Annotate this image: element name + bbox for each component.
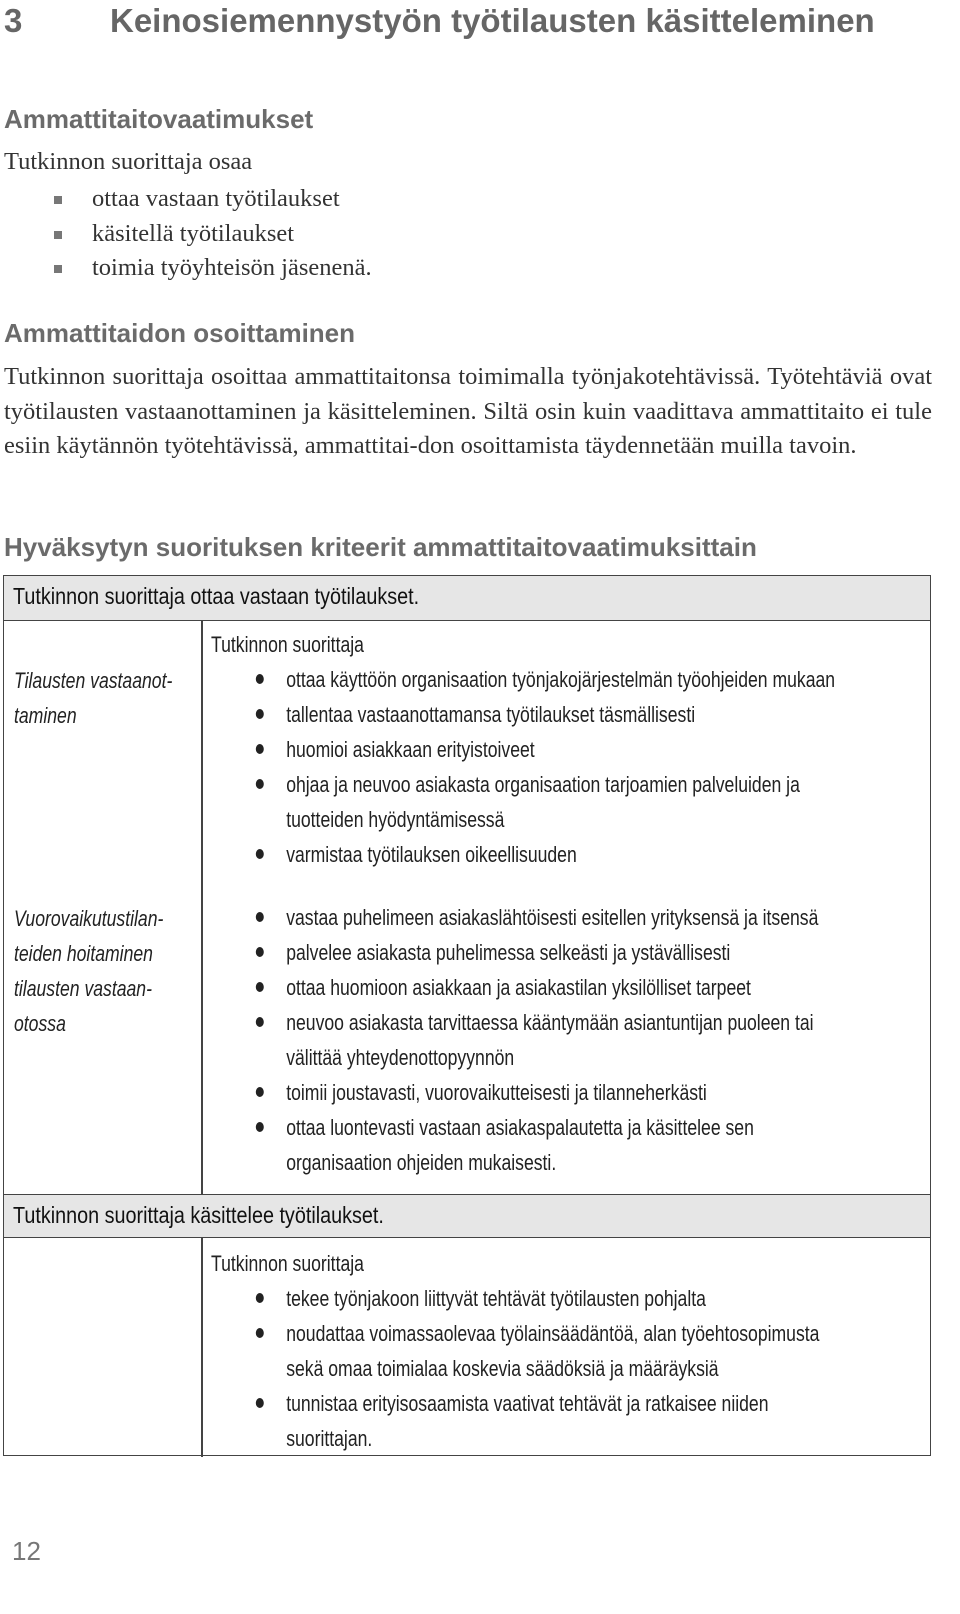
criteria-text: sekä omaa toimialaa koskevia säädöksiä ja määräyksiä — [286, 1356, 719, 1381]
list-item — [211, 900, 818, 935]
bullet-icon — [256, 1017, 264, 1027]
demonstration-paragraph — [4, 360, 932, 464]
bullet-icon — [256, 849, 264, 859]
label-line: otossa — [14, 1011, 66, 1036]
paragraph-line: Työtehtäviä ovat työtilausten vastaanottaminen ja käsitteleminen. Siltä osin — [4, 363, 933, 425]
criteria-text: palvelee asiakasta puhelimessa selkeästi ja ystävällisesti — [286, 940, 731, 965]
criteria-text: noudattaa voimassaolevaa työlainsäädäntöä, alan työehtosopimusta — [286, 1321, 820, 1346]
list-item — [211, 1386, 819, 1456]
paragraph-line: don osoittamista täydennetään muilla tavoin. — [417, 432, 857, 459]
requirement-text: toimia työyhteisön jäsenenä. — [92, 254, 372, 281]
criteria-text: huomioi asiakkaan erityistoiveet — [286, 737, 535, 762]
chapter-number: 3 — [4, 2, 23, 39]
criteria-row-label — [14, 663, 172, 733]
criteria-text: suorittajan. — [286, 1426, 373, 1451]
performer-label: Tutkinnon suorittaja — [211, 1251, 364, 1276]
list-item — [211, 935, 818, 970]
criteria-section-title: Tutkinnon suorittaja ottaa vastaan työtilaukset. — [13, 583, 420, 609]
criteria-row-label — [14, 901, 163, 1041]
list-item — [211, 662, 835, 697]
performer-label: Tutkinnon suorittaja — [211, 632, 364, 657]
page-number: 12 — [12, 1536, 41, 1566]
criteria-text: tunnistaa erityisosaamista vaativat tehtävät ja ratkaisee niiden — [286, 1391, 769, 1416]
criteria-text: toimii joustavasti, vuorovaikutteisesti ja tilanneherkästi — [286, 1080, 707, 1105]
criteria-text: ottaa luontevasti vastaan asiakaspalautetta ja käsittelee sen — [286, 1115, 754, 1140]
requirements-list — [4, 182, 372, 286]
requirements-heading: Ammattitaitovaatimukset — [4, 104, 314, 134]
paragraph-line: Tutkinnon suorittaja osoittaa ammattitaitonsa toimimalla työnjakotehtävissä. — [4, 363, 761, 390]
requirements-intro: Tutkinnon suorittaja osaa — [4, 148, 253, 175]
bullet-icon — [256, 1293, 264, 1303]
label-line: teiden hoitaminen — [14, 941, 153, 966]
label-line: Vuorovaikutustilan- — [14, 906, 164, 931]
criteria-text: varmistaa työtilauksen oikeellisuuden — [286, 842, 577, 867]
list-item — [4, 217, 372, 252]
criteria-text: tuotteiden hyödyntämisessä — [286, 807, 505, 832]
criteria-heading: Hyväksytyn suorituksen kriteerit ammattitaitovaatimuksittain — [4, 532, 757, 562]
bullet-icon — [256, 912, 264, 922]
requirement-text: ottaa vastaan työtilaukset — [92, 185, 340, 212]
list-item — [211, 1075, 818, 1110]
list-item — [211, 1110, 818, 1180]
column-divider — [201, 621, 203, 1194]
label-line: tilausten vastaan- — [14, 976, 152, 1001]
column-divider — [201, 1238, 203, 1457]
criteria-text: ohjaa ja neuvoo asiakasta organisaation tarjoamien palveluiden ja — [286, 772, 800, 797]
list-item — [211, 1316, 819, 1386]
bullet-icon — [256, 982, 264, 992]
chapter-title-text: Keinosiemennystyön työtilausten käsitteleminen — [110, 2, 875, 39]
criteria-section-title: Tutkinnon suorittaja käsittelee työtilaukset. — [13, 1202, 384, 1228]
criteria-list — [211, 1281, 819, 1456]
criteria-list — [211, 900, 818, 1180]
criteria-section-header — [4, 576, 930, 621]
list-item — [211, 767, 835, 837]
bullet-icon — [256, 674, 264, 684]
criteria-list — [211, 662, 835, 872]
label-line: Tilausten vastaanot- — [14, 668, 173, 693]
label-line: taminen — [14, 703, 77, 728]
criteria-text: ottaa käyttöön organisaation työnjakojärjestelmän työohjeiden mukaan — [286, 667, 836, 692]
bullet-icon — [256, 1087, 264, 1097]
bullet-icon — [256, 709, 264, 719]
list-item — [211, 697, 835, 732]
criteria-text: neuvoo asiakasta tarvittaessa kääntymään asiantuntijan puoleen tai — [286, 1010, 814, 1035]
list-item — [211, 1281, 819, 1316]
list-item — [211, 1005, 818, 1075]
criteria-section-header — [4, 1194, 930, 1238]
criteria-text: välittää yhteydenottopyynnön — [286, 1045, 515, 1070]
criteria-text: tekee työnjakoon liittyvät tehtävät työtilausten pohjalta — [286, 1286, 706, 1311]
criteria-text: organisaation ohjeiden mukaisesti. — [286, 1150, 557, 1175]
square-bullet-icon — [54, 231, 62, 239]
criteria-text: ottaa huomioon asiakkaan ja asiakastilan yksilölliset tarpeet — [286, 975, 751, 1000]
paragraph-line: kuin vaadittava ammattitaito ei tule esiin käytännön työtehtävissä, ammattitai- — [4, 397, 932, 459]
criteria-text: tallentaa vastaanottamansa työtilaukset täsmällisesti — [286, 702, 696, 727]
list-item — [4, 182, 372, 217]
bullet-icon — [256, 1398, 264, 1408]
list-item — [211, 837, 835, 872]
bullet-icon — [256, 1122, 264, 1132]
bullet-icon — [256, 744, 264, 754]
square-bullet-icon — [54, 196, 62, 204]
bullet-icon — [256, 947, 264, 957]
criteria-text: vastaa puhelimeen asiakaslähtöisesti esitellen yrityksensä ja itsensä — [286, 905, 819, 930]
chapter-title — [4, 2, 875, 40]
bullet-icon — [256, 1328, 264, 1338]
requirement-text: käsitellä työtilaukset — [92, 219, 295, 247]
list-item — [4, 251, 372, 286]
criteria-table — [3, 575, 931, 1456]
square-bullet-icon — [54, 265, 62, 273]
bullet-icon — [256, 779, 264, 789]
list-item — [211, 732, 835, 767]
list-item — [211, 970, 818, 1005]
demonstration-heading: Ammattitaidon osoittaminen — [4, 318, 356, 348]
